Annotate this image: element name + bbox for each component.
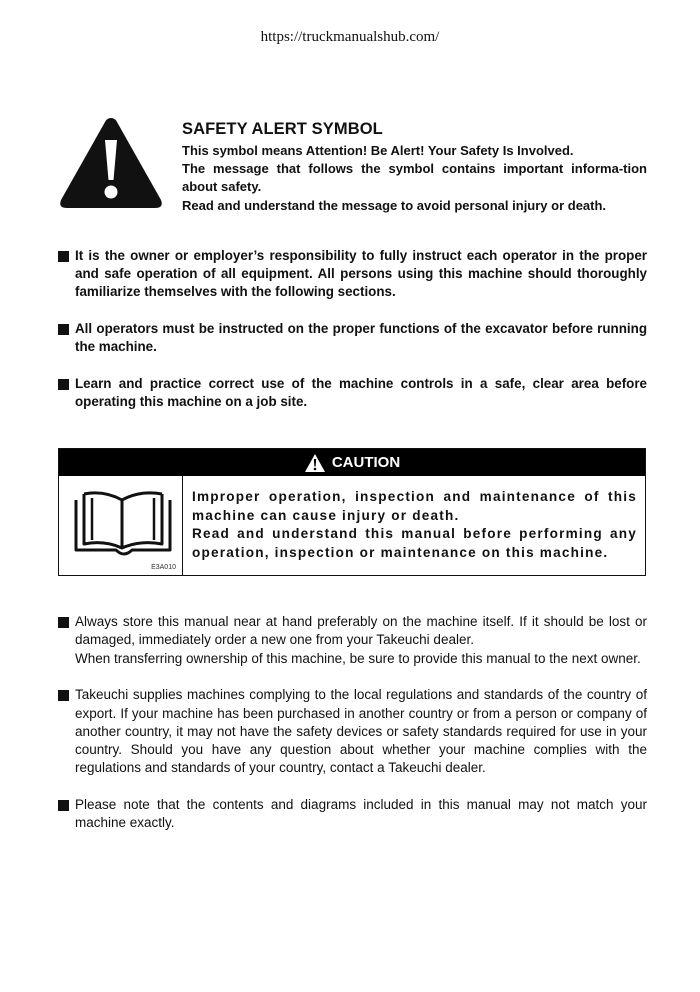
- square-bullet-icon: [58, 324, 69, 335]
- caution-line: Read and understand this manual before performing any operation, inspection or maintenance on this machine.: [192, 526, 637, 560]
- caution-message: [183, 476, 645, 575]
- open-book-icon: [70, 488, 174, 556]
- square-bullet-icon: [58, 617, 69, 628]
- safety-alert-text: [182, 120, 647, 215]
- source-url: https://truckmanualshub.com/: [260, 29, 440, 45]
- list-item: [58, 320, 647, 356]
- bold-bullet-list: [58, 247, 647, 430]
- list-item: [58, 796, 647, 833]
- list-item-text: Learn and practice correct use of the machine controls in a safe, clear area before operating this machine on a job site.: [75, 375, 647, 409]
- square-bullet-icon: [58, 379, 69, 390]
- caution-header: [59, 449, 645, 476]
- caution-body: [59, 476, 645, 575]
- normal-bullet-list: [58, 613, 647, 851]
- safety-alert-line: The message that follows the symbol contains important informa-tion about safety.: [182, 161, 647, 195]
- list-item-text: When transferring ownership of this machine, be sure to provide this manual to the next owner.: [75, 650, 641, 666]
- safety-alert-line: This symbol means Attention! Be Alert! Your Safety Is Involved.: [182, 143, 574, 158]
- safety-alert-line: Read and understand the message to avoid personal injury or death.: [182, 197, 607, 213]
- list-item-text: All operators must be instructed on the proper functions of the excavator before running the machine.: [75, 321, 647, 355]
- image-code: E3A010: [151, 564, 176, 571]
- square-bullet-icon: [58, 251, 69, 262]
- list-item-text: It is the owner or employer’s responsibility to fully instruct each operator in the proper and safe operation of all equipment. All persons using this machine should thoroughly familiarize themselves with the following sections.: [75, 248, 647, 300]
- square-bullet-icon: [58, 690, 69, 701]
- list-item-text: Takeuchi supplies machines complying to the local regulations and standards of the country of export. If your machine has been purchased in another country or from a person or company of another country, it may not have the safety devices or safety standards required for use in your country. Should you have any question about whether your machine complies with the regulations and standards of your country, contact a Takeuchi dealer.: [75, 687, 647, 776]
- list-item-text: Always store this manual near at hand preferably on the machine itself. If it should be lost or damaged, immediately order a new one from your Takeuchi dealer.: [75, 614, 647, 648]
- list-item-text: Please note that the contents and diagrams included in this manual may not match your machine exactly.: [75, 797, 647, 831]
- caution-box: [58, 448, 646, 576]
- book-image-cell: [59, 476, 183, 575]
- square-bullet-icon: [58, 800, 69, 811]
- warning-triangle-icon: [58, 116, 164, 210]
- list-item: [58, 686, 647, 777]
- warning-triangle-icon: [304, 453, 326, 473]
- safety-alert-title: SAFETY ALERT SYMBOL: [182, 120, 383, 138]
- list-item: [58, 375, 647, 411]
- list-item: [58, 613, 647, 668]
- caution-label: CAUTION: [331, 454, 401, 471]
- list-item: [58, 247, 647, 302]
- caution-line: Improper operation, inspection and maintenance of this machine can cause injury or death.: [192, 489, 637, 523]
